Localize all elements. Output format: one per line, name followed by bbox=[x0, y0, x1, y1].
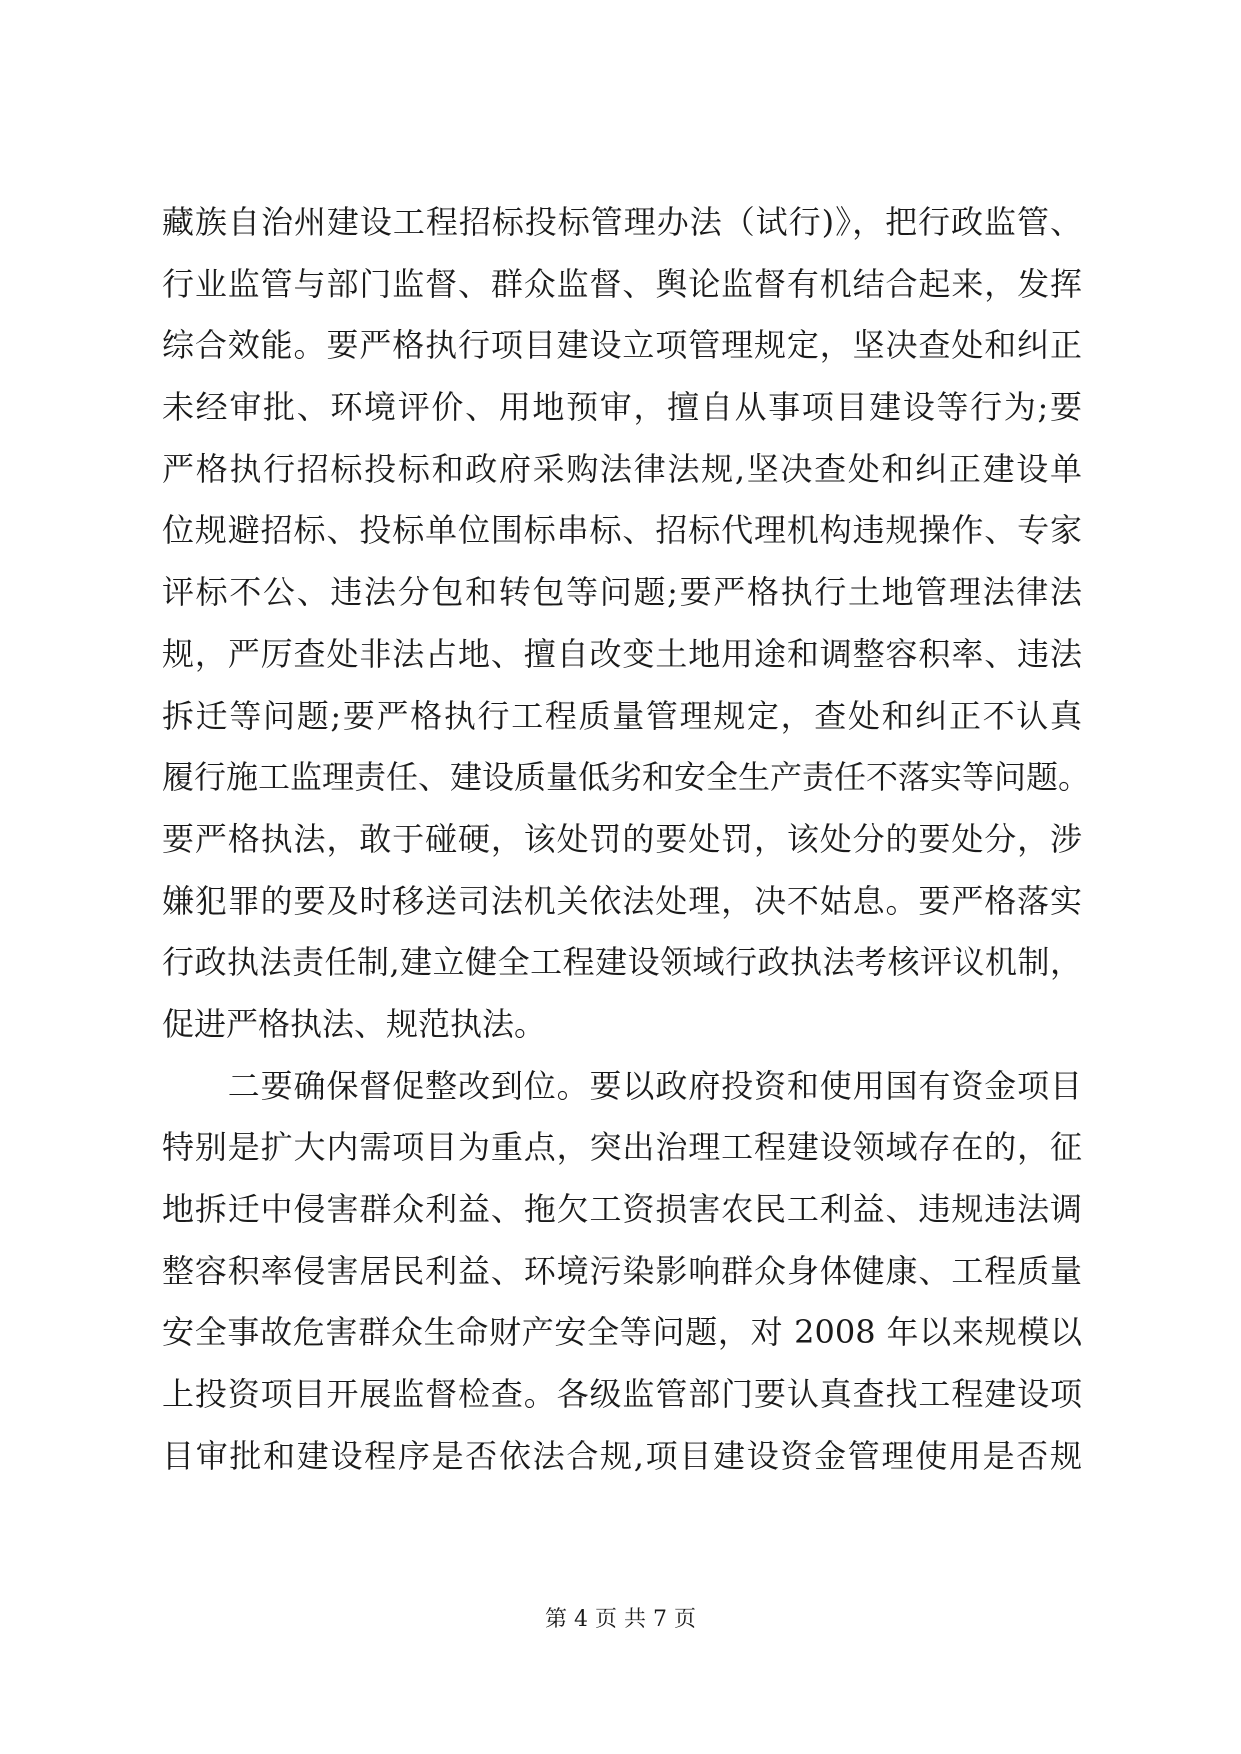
text-line: 整容积率侵害居民利益、环境污染影响群众身体健康、工程质量 bbox=[162, 1251, 1082, 1290]
text-line: 地拆迁中侵害群众利益、拖欠工资损害农民工利益、违规违法调 bbox=[162, 1190, 1082, 1228]
text-line: 行业监管与部门监督、群众监督、舆论监督有机结合起来，发挥 bbox=[162, 264, 1082, 303]
text-line: 行政执法责任制,建立健全工程建设领域行政执法考核评议机制， bbox=[162, 943, 1082, 982]
text-line: 评标不公、违法分包和转包等问题;要严格执行土地管理法律法 bbox=[162, 573, 1082, 612]
page-footer: 第 4 页 共 7 页 bbox=[545, 1607, 696, 1632]
text-line: 藏族自治州建设工程招标投标管理办法（试行)》，把行政监管、 bbox=[162, 203, 1082, 241]
text-line: 上投资项目开展监督检查。各级监管部门要认真查找工程建设项 bbox=[162, 1375, 1082, 1414]
text-line: 嫌犯罪的要及时移送司法机关依法处理，决不姑息。要严格落实 bbox=[162, 881, 1082, 920]
text-line: 未经审批、环境评价、用地预审，擅自从事项目建设等行为;要 bbox=[162, 388, 1082, 427]
text-line: 目审批和建设程序是否依法合规,项目建设资金管理使用是否规 bbox=[162, 1436, 1082, 1475]
text-line: 特别是扩大内需项目为重点，突出治理工程建设领域存在的，征 bbox=[162, 1128, 1082, 1167]
body-text bbox=[162, 192, 1091, 1487]
text-line: 履行施工监理责任、建设质量低劣和安全生产责任不落实等问题。 bbox=[162, 758, 1091, 797]
text-line: 促进严格执法、规范执法。 bbox=[162, 1004, 547, 1043]
text-line: 规，严厉查处非法占地、擅自改变土地用途和调整容积率、违法 bbox=[162, 634, 1082, 673]
text-line: 位规避招标、投标单位围标串标、招标代理机构违规操作、专家 bbox=[162, 511, 1082, 550]
text-line: 二要确保督促整改到位。要以政府投资和使用国有资金项目 bbox=[162, 1066, 1082, 1105]
text-line: 严格执行招标投标和政府采购法律法规,坚决查处和纠正建设单 bbox=[162, 449, 1082, 488]
text-line: 安全事故危害群众生命财产安全等问题，对 2008 年以来规模以 bbox=[162, 1313, 1082, 1352]
text-line: 拆迁等问题;要严格执行工程质量管理规定，查处和纠正不认真 bbox=[162, 696, 1082, 735]
text-line: 综合效能。要严格执行项目建设立项管理规定，坚决查处和纠正 bbox=[162, 326, 1082, 365]
text-line: 要严格执法，敢于碰硬，该处罚的要处罚，该处分的要处分，涉 bbox=[162, 819, 1082, 858]
